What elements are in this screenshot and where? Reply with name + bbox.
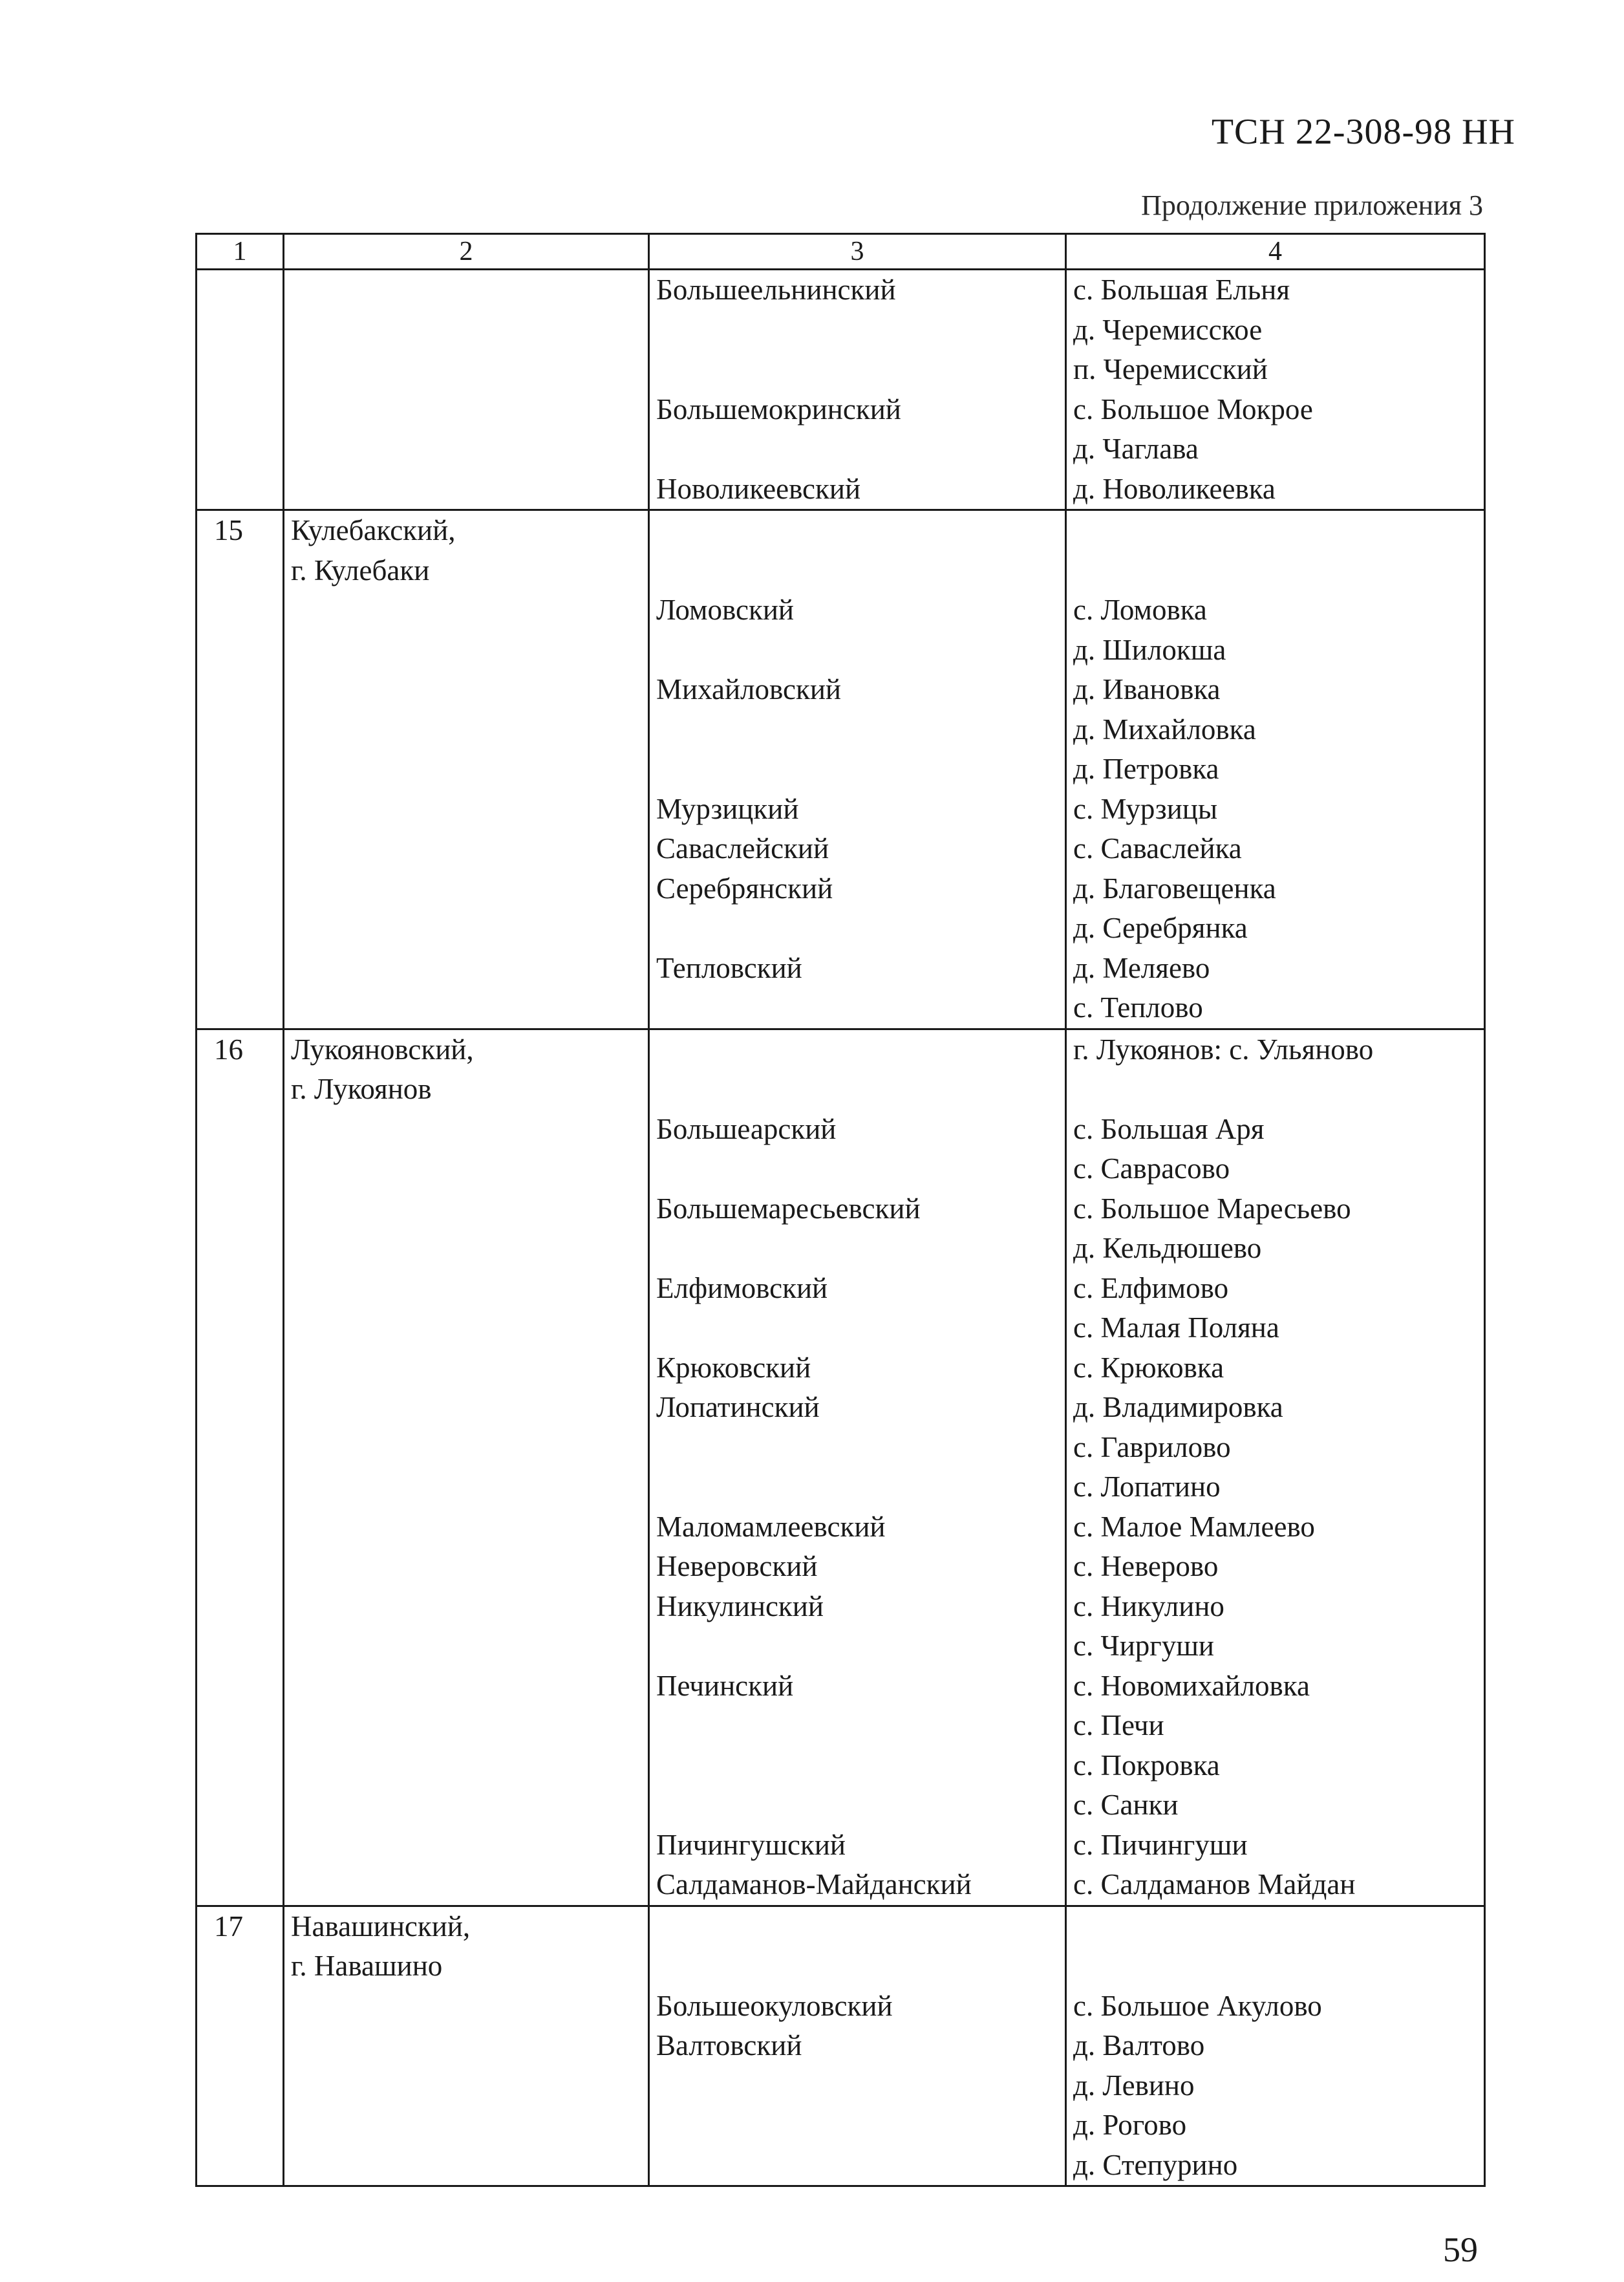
council-name bbox=[656, 1467, 1065, 1507]
column-header: 4 bbox=[1066, 234, 1485, 270]
council-name bbox=[656, 310, 1065, 350]
page-number: 59 bbox=[1443, 2230, 1478, 2269]
council-name: Саваслейский bbox=[656, 832, 829, 865]
row-number: 15 bbox=[214, 514, 243, 546]
row-number-cell bbox=[197, 270, 284, 510]
settlement-name: д. Черемисское bbox=[1073, 313, 1263, 346]
district-line: Лукояновский, bbox=[291, 1033, 474, 1066]
settlement-name: с. Большое Маресьево bbox=[1073, 1192, 1351, 1225]
settlement-name: с. Саваслейка bbox=[1073, 832, 1242, 865]
settlement-name: п. Черемисский bbox=[1073, 353, 1268, 385]
settlement-name: с. Елфимово bbox=[1073, 1271, 1229, 1304]
settlement-name: с. Пичингуши bbox=[1073, 1828, 1248, 1861]
council-name: Новоликеевский bbox=[656, 472, 861, 505]
column-header: 1 bbox=[197, 234, 284, 270]
settlement-name: с. Теплово bbox=[1073, 991, 1203, 1024]
table-header-row bbox=[197, 234, 1485, 270]
settlement-name: с. Печи bbox=[1073, 1709, 1164, 1741]
council-name: Большемокринский bbox=[656, 393, 901, 425]
settlement-name: д. Валтово bbox=[1073, 2029, 1205, 2061]
district-line: Навашинский, bbox=[291, 1910, 471, 1943]
council-name: Никулинский bbox=[656, 1589, 824, 1622]
settlement-name: д. Кельдюшево bbox=[1073, 1232, 1262, 1264]
council-name: Неверовский bbox=[656, 1550, 818, 1582]
settlement-cell bbox=[1066, 1029, 1485, 1906]
council-name: Серебрянский bbox=[656, 872, 833, 905]
council-name bbox=[656, 909, 1065, 949]
council-cell bbox=[649, 510, 1066, 1029]
council-name: Валтовский bbox=[656, 2029, 802, 2061]
district-line: г. Кулебаки bbox=[291, 554, 430, 587]
council-name: Большеарский bbox=[656, 1112, 837, 1145]
council-name: Салдаманов-Майданский bbox=[656, 1868, 972, 1900]
council-cell bbox=[649, 270, 1066, 510]
settlement-name bbox=[1073, 1907, 1484, 1947]
council-name bbox=[656, 630, 1065, 671]
settlement-name: с. Большое Акулово bbox=[1073, 1989, 1322, 2022]
council-name bbox=[656, 350, 1065, 390]
council-name bbox=[656, 1229, 1065, 1269]
settlement-name: с. Ломовка bbox=[1073, 594, 1207, 626]
settlement-name: д. Владимировка bbox=[1073, 1391, 1283, 1423]
settlement-name: д. Михайловка bbox=[1073, 713, 1256, 746]
district-line: г. Лукоянов bbox=[291, 1073, 432, 1105]
document-code: ТСН 22-308-98 НН bbox=[1211, 112, 1515, 152]
settlement-name: с. Лопатино bbox=[1073, 1470, 1221, 1503]
council-name bbox=[656, 1070, 1065, 1110]
settlement-name: с. Покровка bbox=[1073, 1749, 1220, 1781]
council-name bbox=[656, 1785, 1065, 1825]
council-name: Большеельнинский bbox=[656, 274, 896, 306]
settlement-name: д. Новоликеевка bbox=[1073, 472, 1276, 505]
council-name: Лопатинский bbox=[656, 1391, 820, 1423]
council-name bbox=[656, 511, 1065, 551]
settlement-name: с. Неверово bbox=[1073, 1550, 1219, 1582]
settlement-name: с. Новомихайловка bbox=[1073, 1669, 1310, 1702]
council-name: Тепловский bbox=[656, 951, 802, 984]
council-name bbox=[656, 551, 1065, 591]
settlement-cell bbox=[1066, 1906, 1485, 2186]
council-name: Елфимовский bbox=[656, 1271, 828, 1304]
settlement-name: д. Рогово bbox=[1073, 2109, 1187, 2141]
council-name bbox=[656, 1746, 1065, 1786]
council-name bbox=[656, 1149, 1065, 1189]
settlement-name: д. Меляево bbox=[1073, 951, 1210, 984]
council-name bbox=[656, 749, 1065, 790]
settlement-name: д. Левино bbox=[1073, 2069, 1195, 2102]
council-name bbox=[656, 2066, 1065, 2106]
settlement-name: с. Малое Мамлеево bbox=[1073, 1510, 1315, 1543]
settlement-name: д. Ивановка bbox=[1073, 673, 1221, 705]
row-number bbox=[214, 270, 283, 310]
council-name bbox=[656, 1428, 1065, 1468]
council-cell bbox=[649, 1906, 1066, 2186]
council-name: Ломовский bbox=[656, 594, 795, 626]
settlement-name: д. Серебрянка bbox=[1073, 912, 1248, 944]
settlement-name: с. Чиргуши bbox=[1073, 1630, 1214, 1662]
settlement-name bbox=[1073, 511, 1484, 551]
column-header: 3 bbox=[649, 234, 1066, 270]
council-name bbox=[656, 1308, 1065, 1348]
council-name: Большеокуловский bbox=[656, 1989, 893, 2022]
settlement-name: с. Никулино bbox=[1073, 1589, 1224, 1622]
settlement-name: с. Саврасово bbox=[1073, 1152, 1230, 1185]
district-cell bbox=[284, 510, 649, 1029]
row-number-cell bbox=[197, 1906, 284, 2186]
settlement-name: д. Чаглава bbox=[1073, 433, 1199, 465]
district-line: Кулебакский, bbox=[291, 514, 456, 546]
row-number: 17 bbox=[214, 1910, 243, 1943]
settlement-name: с. Крюковка bbox=[1073, 1351, 1224, 1384]
council-cell bbox=[649, 1029, 1066, 1906]
settlement-name: г. Лукоянов: с. Ульяново bbox=[1073, 1033, 1374, 1066]
council-name bbox=[656, 988, 1065, 1028]
table-row bbox=[197, 1906, 1485, 2186]
council-name: Пичингушский bbox=[656, 1828, 846, 1861]
row-number-cell bbox=[197, 510, 284, 1029]
table-row bbox=[197, 510, 1485, 1029]
council-name bbox=[656, 2146, 1065, 2186]
settlement-cell bbox=[1066, 270, 1485, 510]
council-name bbox=[656, 2105, 1065, 2146]
settlement-name: с. Большая Ельня bbox=[1073, 274, 1290, 306]
council-name bbox=[656, 1907, 1065, 1947]
settlement-name: д. Шилокша bbox=[1073, 633, 1226, 666]
continuation-label: Продолжение приложения 3 bbox=[1141, 189, 1483, 221]
settlement-name: д. Петровка bbox=[1073, 753, 1219, 785]
table-row bbox=[197, 1029, 1485, 1906]
district-cell bbox=[284, 270, 649, 510]
settlement-name: с. Большое Мокрое bbox=[1073, 393, 1313, 425]
table-row bbox=[197, 270, 1485, 510]
settlements-table bbox=[195, 233, 1486, 2187]
council-name: Большемаресьевский bbox=[656, 1192, 921, 1225]
council-name: Печинский bbox=[656, 1669, 794, 1702]
settlement-name bbox=[1073, 551, 1484, 591]
settlement-name bbox=[1073, 1070, 1484, 1110]
settlement-cell bbox=[1066, 510, 1485, 1029]
district-cell bbox=[284, 1906, 649, 2186]
council-name: Мурзицкий bbox=[656, 792, 799, 825]
council-name bbox=[656, 1626, 1065, 1666]
settlement-name: с. Большая Аря bbox=[1073, 1112, 1265, 1145]
row-number: 16 bbox=[214, 1033, 243, 1066]
settlement-name: д. Благовещенка bbox=[1073, 872, 1276, 905]
settlement-name: с. Салдаманов Майдан bbox=[1073, 1868, 1356, 1900]
council-name bbox=[656, 1706, 1065, 1746]
settlement-name: с. Мурзицы bbox=[1073, 792, 1218, 825]
district-line: г. Навашино bbox=[291, 1950, 443, 1982]
council-name: Михайловский bbox=[656, 673, 841, 705]
settlement-name bbox=[1073, 1946, 1484, 1986]
council-name bbox=[656, 710, 1065, 750]
district-cell bbox=[284, 1029, 649, 1906]
settlement-name: с. Санки bbox=[1073, 1789, 1179, 1821]
council-name: Маломамлеевский bbox=[656, 1510, 886, 1543]
settlement-name: д. Степурино bbox=[1073, 2148, 1238, 2181]
column-header: 2 bbox=[284, 234, 649, 270]
council-name bbox=[656, 1946, 1065, 1986]
settlement-name: с. Малая Поляна bbox=[1073, 1311, 1279, 1344]
settlement-name: с. Гаврилово bbox=[1073, 1430, 1231, 1463]
row-number-cell bbox=[197, 1029, 284, 1906]
council-name bbox=[656, 429, 1065, 469]
council-name bbox=[656, 1030, 1065, 1070]
council-name: Крюковский bbox=[656, 1351, 811, 1384]
